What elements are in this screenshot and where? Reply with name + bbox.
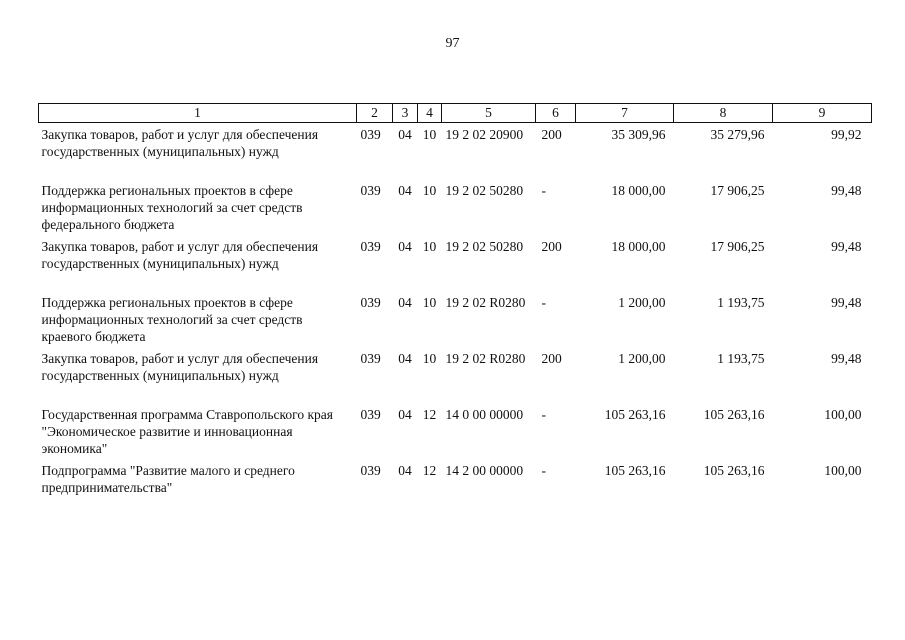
- row-percent: 99,92: [831, 127, 862, 142]
- row-section: 04: [398, 351, 412, 366]
- row-expense-type: 200: [541, 127, 562, 142]
- header-row: [39, 104, 872, 123]
- row-name: Подпрограмма "Развитие малого и среднего предпринимательства": [41, 463, 295, 495]
- row-percent: 100,00: [824, 463, 862, 478]
- row-actual-amount: 105 263,16: [703, 407, 765, 422]
- page-number: 97: [445, 36, 460, 51]
- row-admin-code: 039: [360, 463, 381, 478]
- row-percent: 100,00: [824, 407, 862, 422]
- row-planned-amount: 18 000,00: [611, 239, 666, 254]
- row-subsection: 12: [422, 463, 437, 478]
- table-body: [39, 123, 872, 499]
- row-target-article: 14 2 00 00000: [445, 463, 524, 478]
- row-actual-amount: 1 193,75: [717, 295, 765, 310]
- row-admin-code: 039: [360, 239, 381, 254]
- row-admin-code: 039: [360, 351, 381, 366]
- table-row: [39, 123, 872, 180]
- table-row: [39, 235, 872, 291]
- row-expense-type: -: [541, 295, 546, 310]
- row-planned-amount: 18 000,00: [611, 183, 666, 198]
- row-name: Государственная программа Ставропольского края "Экономическое развитие и инновационная экономика": [41, 407, 333, 456]
- row-planned-amount: 1 200,00: [618, 351, 666, 366]
- row-section: 04: [398, 295, 412, 310]
- row-admin-code: 039: [360, 407, 381, 422]
- table-row: [39, 291, 872, 347]
- row-subsection: 10: [422, 351, 437, 366]
- row-name: Закупка товаров, работ и услуг для обеспечения государственных (муниципальных) нужд: [41, 239, 319, 271]
- row-name: Поддержка региональных проектов в сфере информационных технологий за счет средств федерального бюджета: [41, 183, 303, 232]
- row-target-article: 19 2 02 50280: [445, 183, 524, 198]
- row-target-article: 19 2 02 20900: [445, 127, 524, 142]
- row-admin-code: 039: [360, 183, 381, 198]
- row-target-article: 19 2 02 R0280: [445, 295, 526, 310]
- row-actual-amount: 35 279,96: [710, 127, 765, 142]
- row-admin-code: 039: [360, 295, 381, 310]
- table-row: [39, 459, 872, 498]
- row-percent: 99,48: [831, 183, 862, 198]
- row-subsection: 12: [422, 407, 437, 422]
- row-target-article: 19 2 02 R0280: [445, 351, 526, 366]
- row-name: Поддержка региональных проектов в сфере информационных технологий за счет средств краевого бюджета: [41, 295, 303, 344]
- row-percent: 99,48: [831, 239, 862, 254]
- row-section: 04: [398, 407, 412, 422]
- row-expense-type: -: [541, 463, 546, 478]
- row-planned-amount: 105 263,16: [604, 407, 666, 422]
- header-col-1: 1: [39, 104, 357, 123]
- row-percent: 99,48: [831, 295, 862, 310]
- row-target-article: 14 0 00 00000: [445, 407, 524, 422]
- row-expense-type: -: [541, 183, 546, 198]
- row-actual-amount: 17 906,25: [710, 239, 765, 254]
- row-planned-amount: 35 309,96: [611, 127, 666, 142]
- header-col-2: 2: [357, 104, 393, 123]
- row-name: Закупка товаров, работ и услуг для обеспечения государственных (муниципальных) нужд: [41, 351, 319, 383]
- header-col-3: 3: [393, 104, 418, 123]
- row-subsection: 10: [422, 239, 437, 254]
- table-header: [39, 104, 872, 123]
- header-col-6: 6: [536, 104, 576, 123]
- table-row: [39, 347, 872, 403]
- table-row: [39, 403, 872, 459]
- row-target-article: 19 2 02 50280: [445, 239, 524, 254]
- row-section: 04: [398, 183, 412, 198]
- row-actual-amount: 105 263,16: [703, 463, 765, 478]
- header-col-9: 9: [773, 104, 872, 123]
- row-subsection: 10: [422, 183, 437, 198]
- budget-table: [38, 103, 872, 498]
- row-section: 04: [398, 463, 412, 478]
- row-expense-type: -: [541, 407, 546, 422]
- table-row: [39, 179, 872, 235]
- row-planned-amount: 1 200,00: [618, 295, 666, 310]
- row-planned-amount: 105 263,16: [604, 463, 666, 478]
- row-actual-amount: 17 906,25: [710, 183, 765, 198]
- row-subsection: 10: [422, 295, 437, 310]
- header-col-5: 5: [442, 104, 536, 123]
- row-expense-type: 200: [541, 351, 562, 366]
- row-actual-amount: 1 193,75: [717, 351, 765, 366]
- row-name: Закупка товаров, работ и услуг для обеспечения государственных (муниципальных) нужд: [41, 127, 319, 159]
- row-subsection: 10: [422, 127, 437, 142]
- header-col-8: 8: [674, 104, 773, 123]
- row-expense-type: 200: [541, 239, 562, 254]
- row-admin-code: 039: [360, 127, 381, 142]
- row-section: 04: [398, 127, 412, 142]
- header-col-4: 4: [418, 104, 442, 123]
- row-section: 04: [398, 239, 412, 254]
- row-percent: 99,48: [831, 351, 862, 366]
- header-col-7: 7: [576, 104, 674, 123]
